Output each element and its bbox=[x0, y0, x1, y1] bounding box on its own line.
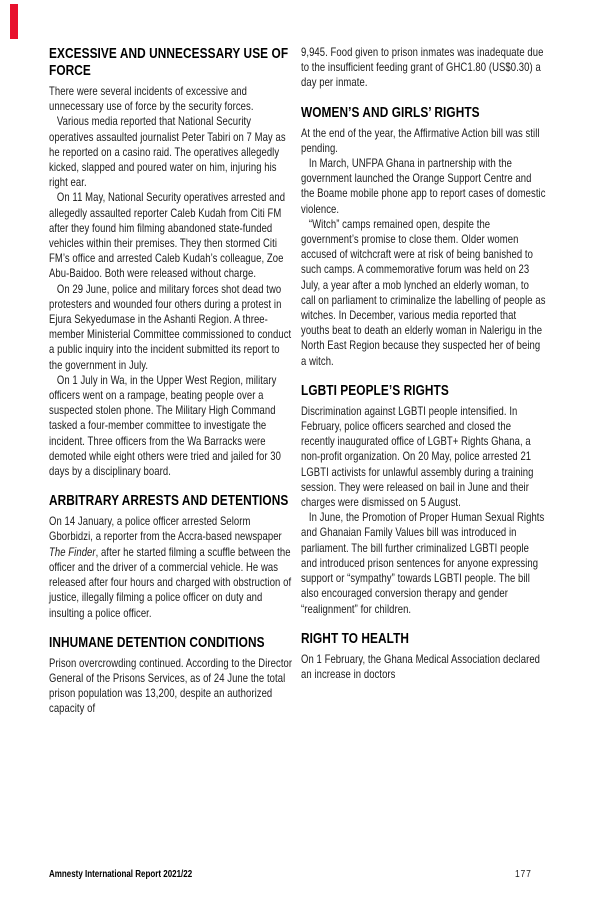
body-paragraph bbox=[49, 514, 294, 620]
paragraph-text: On 14 January, a police officer arrested Selorm Gborbidzi, a reporter from the Accra-based newspaper bbox=[49, 514, 282, 544]
section-excessive-force bbox=[49, 45, 294, 479]
section-right-to-health bbox=[301, 630, 546, 682]
right-column bbox=[301, 45, 546, 682]
body-paragraph: Discrimination against LGBTI people intensified. In February, police officers searched and closed the recently inaugurated office of LGBT+ Rights Ghana, a non-profit organization. On 20 May, police arrested 21 LGBTI activists for unlawful assembly during a training session. They were released on bail in June and their charges were dismissed on 5 August. bbox=[301, 403, 534, 510]
paragraph-text: , after he started filming a scuffle between the officer and the driver of a commercial vehicle. He was released after four hours and charged with obstruction of justice, illegally filming a police officer on duty and insulting a police officer. bbox=[49, 544, 292, 620]
section-inhumane-detention bbox=[49, 634, 294, 717]
footer-page-number: 177 bbox=[515, 869, 532, 880]
section-heading: ARBITRARY ARRESTS AND DETENTIONS bbox=[49, 492, 289, 510]
body-paragraph: On 11 May, National Security operatives arrested and allegedly assaulted reporter Caleb Kudah from Citi FM after they found him filming abandoned state-funded vehicles within their premises. They then stormed Citi FM’s office and arrested Caleb Kudah’s colleague, Zoe Abu-Baidoo. Both were released without charge. bbox=[49, 190, 286, 281]
body-paragraph: “Witch” camps remained open, despite the government’s promise to close them. Older women accused of witchcraft were at risk of being banished to such camps. A commemorative forum was held on 23 July, a year after a mob lynched an elderly woman, to call on parliament to criminalize the labelling of people as witches. In December, various media reported that youths beat to death an elderly woman in Nalerigu in the North East Region because they suspected her of being a witch. bbox=[301, 216, 546, 368]
body-paragraph: In March, UNFPA Ghana in partnership with the government launched the Orange Support Centre and the Boame mobile phone app to report cases of domestic violence. bbox=[301, 156, 546, 216]
section-lgbti-rights bbox=[301, 382, 546, 617]
section-heading: LGBTI PEOPLE’S RIGHTS bbox=[301, 381, 449, 399]
page-footer bbox=[49, 869, 532, 880]
body-paragraph: There were several incidents of excessive and unnecessary use of force by the security forces. bbox=[49, 84, 254, 114]
body-paragraph: At the end of the year, the Affirmative Action bill was still pending. bbox=[301, 125, 540, 155]
newspaper-name-italic: The Finder bbox=[49, 544, 96, 559]
body-paragraph: Various media reported that National Security operatives assaulted journalist Peter Tabiri on 7 May as he reported on a casino raid. The operatives allegedly kicked, slapped and poured water on him, injuring his right ear. bbox=[49, 114, 286, 190]
body-paragraph: In June, the Promotion of Proper Human Sexual Rights and Ghanaian Family Values bill was introduced in parliament. The bill further criminalized LGBTI people and introduced prison sentences for anyone expressing support or “sympathy” towards LGBTI people. The bill also encouraged conversion therapy and gender “realignment” for children. bbox=[301, 510, 545, 616]
section-womens-rights bbox=[301, 104, 546, 369]
section-heading: INHUMANE DETENTION CONDITIONS bbox=[49, 633, 265, 651]
section-heading: RIGHT TO HEALTH bbox=[301, 629, 410, 647]
body-paragraph: On 1 July in Wa, in the Upper West Region, military officers went on a rampage, beating people over a suspected stolen phone. The Military High Command tasked a four-member committee to investigate the incident. Three officers from the Wa Barracks were demoted while eight others were tried and jailed for 30 days by a disciplinary board. bbox=[49, 372, 282, 479]
body-paragraph: Prison overcrowding continued. According to the Director General of the Prisons Services, as of 24 June the total prison population was 13,200, despite an authorized capacity of bbox=[49, 655, 293, 716]
section-heading: EXCESSIVE AND UNNECESSARY USE OF FORCE bbox=[49, 45, 289, 79]
footer-report-title: Amnesty International Report 2021/22 bbox=[49, 869, 193, 880]
section-arbitrary-arrests bbox=[49, 492, 294, 620]
left-column bbox=[49, 45, 294, 717]
body-paragraph: On 29 June, police and military forces shot dead two protesters and wounded four others during a protest in Ejura Sekyedumase in the Ashanti Region. A three-member Ministerial Committee commissioned to conduct a public inquiry into the incident submitted its report to the government in July. bbox=[49, 281, 292, 372]
page-edge-red-tab bbox=[10, 4, 18, 39]
body-paragraph: 9,945. Food given to prison inmates was inadequate due to the insufficient feeding grant of GHC1.80 (US$0.30) a day per inmate. bbox=[301, 45, 544, 90]
section-heading: WOMEN’S AND GIRLS’ RIGHTS bbox=[301, 103, 480, 121]
section-inhumane-detention-continued bbox=[301, 45, 546, 91]
body-paragraph: On 1 February, the Ghana Medical Association declared an increase in doctors bbox=[301, 651, 541, 681]
